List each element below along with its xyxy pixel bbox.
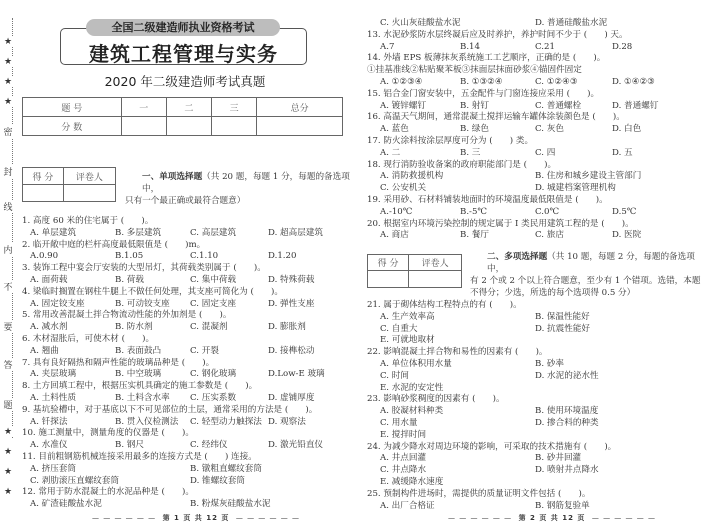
answer-option[interactable]: A. 消防救援机构: [380, 171, 444, 182]
option-row: [367, 371, 707, 383]
answer-option[interactable]: D. 弹性支座: [268, 298, 315, 309]
answer-option[interactable]: C. 井点降水: [380, 465, 427, 476]
option-row: [22, 251, 357, 263]
footer-dashes: — — — — — —: [235, 514, 300, 522]
answer-option[interactable]: A. 单位体积用水量: [380, 358, 452, 369]
answer-option[interactable]: C. 高层建筑: [190, 227, 237, 238]
star-icon: ★: [3, 467, 13, 477]
answer-option[interactable]: B. 贯入仪检测法: [115, 416, 179, 427]
answer-option[interactable]: B. ①③②④: [460, 76, 503, 87]
answer-option[interactable]: D.28: [612, 41, 633, 52]
section2-title: 二、多项选择题: [487, 252, 548, 262]
answer-option[interactable]: C. 灰色: [535, 124, 564, 135]
grader-box-1: [22, 167, 116, 202]
answer-option[interactable]: D. 虚铺厚度: [268, 392, 315, 403]
answer-option[interactable]: A. 减水剂: [30, 322, 68, 333]
score-cell[interactable]: [212, 117, 257, 136]
answer-option[interactable]: A. 水准仪: [30, 440, 68, 451]
answer-option[interactable]: D. 特殊荷载: [268, 274, 315, 285]
option-row: [367, 18, 707, 30]
answer-option[interactable]: A. 镀锌螺钉: [380, 100, 427, 111]
answer-option[interactable]: C. 固定支座: [190, 298, 237, 309]
answer-option[interactable]: C. 四: [535, 147, 556, 158]
answer-option[interactable]: C. 火山灰硅酸盐水泥: [380, 18, 461, 28]
right-question-list: [367, 18, 707, 242]
answer-option[interactable]: A. 商店: [380, 230, 409, 241]
answer-option[interactable]: D. 观察法: [268, 416, 306, 427]
answer-option[interactable]: B. 中空玻璃: [115, 369, 162, 380]
seal-char: 答: [2, 358, 14, 371]
answer-option[interactable]: B. 多层建筑: [115, 227, 162, 238]
question-text: 23. 影响砂浆稠度的因素有 ( )。: [367, 394, 505, 405]
seal-char: 内: [2, 243, 14, 256]
answer-option[interactable]: D.1.20: [268, 251, 297, 262]
answer-option[interactable]: C.0℃: [535, 206, 560, 217]
answer-option[interactable]: C. 混凝剂: [190, 322, 228, 333]
seal-char: 题: [2, 398, 14, 411]
star-icon: ★: [3, 37, 13, 47]
option-row: [367, 430, 707, 442]
answer-option[interactable]: C.1.10: [190, 251, 219, 262]
answer-option[interactable]: A.-10℃: [380, 206, 413, 217]
answer-option[interactable]: C. 公安机关: [380, 183, 427, 194]
seal-char: 要: [2, 320, 14, 333]
option-row: [367, 230, 707, 242]
option-row: [367, 171, 707, 183]
section2-heading: [470, 251, 710, 299]
answer-option[interactable]: D. 抗震性能好: [535, 323, 591, 334]
footer-dashes: — — — — — —: [92, 514, 157, 522]
answer-option[interactable]: C. 钢化玻璃: [190, 369, 237, 380]
answer-option[interactable]: A. 挤压套筒: [30, 463, 77, 474]
question-text: 10. 施工测量中，测量角度的仪器是 ( )。: [22, 428, 194, 439]
option-row: [367, 101, 707, 113]
option-row: [367, 359, 707, 371]
option-row: [22, 417, 357, 429]
page-title: 建筑工程管理与实务: [89, 42, 278, 66]
answer-option[interactable]: D. 五: [612, 147, 633, 158]
section2-desc: （共 10 题，每题 2 分，每题的备选项中，: [487, 252, 695, 274]
star-icon: ★: [3, 447, 13, 457]
option-row: [367, 501, 707, 513]
answer-option[interactable]: D. 膨胀剂: [268, 322, 306, 333]
score-cell[interactable]: [368, 271, 409, 288]
question-text: 16. 高温天气期间，通常混凝土搅拌运输车罐体涂装颜色是 ( )。: [367, 112, 625, 123]
question-text: 11. 目前粗钢筋机械连接采用最多的连接方式是 ( ) 连接。: [22, 451, 257, 462]
answer-option[interactable]: A.0.90: [30, 251, 59, 262]
section1-title: 一、单项选择题: [142, 172, 203, 182]
question-text: 5. 常用改善混凝土拌合物流动性能的外加剂是 ( )。: [22, 310, 232, 321]
seal-char: 封: [2, 165, 14, 178]
answer-option[interactable]: D. 普通螺钉: [612, 100, 659, 111]
star-icon: ★: [3, 57, 13, 67]
answer-option[interactable]: D. 激光铅直仪: [268, 440, 324, 451]
answer-option[interactable]: C. 经纬仪: [190, 440, 228, 451]
answer-option[interactable]: D. 普通硅酸盐水泥: [535, 18, 608, 28]
answer-option[interactable]: B. 钢尺: [115, 440, 144, 451]
answer-option[interactable]: B. 镦粗直螺纹套筒: [190, 463, 262, 474]
option-row: [367, 77, 707, 89]
answer-option[interactable]: E. 水泥的安定性: [380, 382, 444, 393]
option-row: [367, 183, 707, 195]
answer-option[interactable]: B. 表面鼓凸: [115, 345, 162, 356]
answer-option[interactable]: A. 单层建筑: [30, 227, 77, 238]
option-row: [22, 322, 357, 334]
option-row: [367, 335, 707, 347]
answer-option[interactable]: E. 可就地取材: [380, 335, 435, 346]
answer-option[interactable]: D. 城建档案管理机构: [535, 183, 616, 194]
answer-option[interactable]: D. 掺合料的种类: [535, 417, 599, 428]
question-text: 21. 属于砌体结构工程特点的有 ( )。: [367, 300, 522, 310]
answer-option[interactable]: A. 井点回灌: [380, 453, 427, 464]
option-row: [367, 465, 707, 477]
star-icon: ★: [3, 487, 13, 497]
question-text: 7. 具有良好隔热和隔声性能的玻璃品种是 ( )。: [22, 357, 215, 368]
star-icon: ★: [3, 77, 13, 87]
section1-desc: 只有一个最正确或最符合题意）: [125, 196, 246, 206]
score-header: 二: [166, 98, 211, 117]
answer-option[interactable]: A. 出厂合格证: [380, 500, 435, 511]
option-row: [367, 207, 707, 219]
exam-badge: 全国二级建造师执业资格考试: [86, 19, 280, 36]
score-label: 得 分: [23, 168, 64, 185]
page-footer-right: [448, 513, 656, 523]
score-row-label: 分 数: [23, 117, 122, 136]
answer-option[interactable]: A. 夹层玻璃: [30, 369, 77, 380]
answer-option[interactable]: C. 时间: [380, 370, 409, 381]
question-text: 3. 装饰工程中宴会厅安装的大型吊灯，其荷载类别属于 ( )。: [22, 263, 266, 274]
answer-option[interactable]: B. 使用环境温度: [535, 406, 599, 417]
seal-char: 线: [2, 200, 14, 213]
footer-dashes: — — — — — —: [448, 514, 513, 522]
answer-option[interactable]: E. 搅拌时间: [380, 429, 427, 440]
answer-option[interactable]: C. 开裂: [190, 345, 219, 356]
seal-char: 密: [2, 125, 14, 138]
answer-option[interactable]: D.5℃: [612, 206, 637, 217]
question-text: 20. 根据室内环境污染控制的规定属于 I 类民用建筑工程的是 ( )。: [367, 218, 634, 229]
answer-option[interactable]: D. 超高层建筑: [268, 227, 324, 238]
answer-option[interactable]: A. 土料性质: [30, 392, 77, 403]
score-cell[interactable]: [121, 117, 166, 136]
grader-cell[interactable]: [63, 185, 115, 202]
answer-option[interactable]: D. 医院: [612, 230, 642, 241]
page-number: 第 2 页 共 12 页: [518, 514, 586, 522]
question-text: 13. 水泥砂浆防水层终凝后应及时养护，养护时间不少于 ( ) 天。: [367, 29, 628, 40]
answer-option[interactable]: D. 锥螺纹套筒: [190, 475, 246, 486]
option-row: [367, 124, 707, 136]
section2-desc: 有 2 个或 2 个以上符合题意，至少有 1 个错项。选错，本题: [470, 276, 701, 286]
option-row: [367, 312, 707, 324]
question-text: 15. 铝合金门窗安装中，五金配件与门窗连接应采用 ( )。: [367, 88, 600, 99]
answer-option[interactable]: E. 减缓降水速度: [380, 476, 444, 487]
option-row: [22, 346, 357, 358]
right-question-list-2: [367, 300, 707, 512]
answer-option[interactable]: A. 生产效率高: [380, 311, 435, 322]
answer-option[interactable]: A. 钎探法: [30, 416, 68, 427]
answer-option[interactable]: B. 砂率: [535, 358, 564, 369]
option-row: [367, 477, 707, 489]
question-text: 8. 土方回填工程中，根据压实机具确定的施工参数是 ( )。: [22, 381, 258, 392]
section1-heading: [125, 171, 350, 207]
answer-option[interactable]: B. 绿色: [460, 124, 489, 135]
option-row: [367, 406, 707, 418]
question-text: 14. 外墙 EPS 板薄抹灰系统施工工艺顺序，正确的是 ( )。: [367, 53, 606, 64]
answer-option[interactable]: D. 水泥的泌水性: [535, 370, 599, 381]
answer-option[interactable]: B. 可动铰支座: [115, 298, 170, 309]
answer-option[interactable]: C. 用水量: [380, 417, 418, 428]
option-row: [22, 464, 357, 476]
score-label: 得 分: [368, 255, 409, 271]
star-icon: ★: [3, 97, 13, 107]
question-text: 2. 临开敞中庭的栏杆高度最低限值是 ( )m。: [22, 239, 206, 250]
option-row: [22, 369, 357, 381]
grader-cell[interactable]: [409, 271, 462, 288]
answer-option[interactable]: B. 钢筋复验单: [535, 500, 590, 511]
question-text: 1. 高度 60 米的住宅属于 ( )。: [22, 216, 154, 226]
answer-option[interactable]: B.14: [460, 41, 480, 52]
question-text: 18. 现行消防验收备案的政府职能部门是 ( )。: [367, 159, 557, 170]
section1-desc: （共 20 题，每题 1 分，每题的备选项中，: [142, 172, 350, 194]
grader-box-2: [367, 254, 462, 288]
answer-option[interactable]: A. ①②③④: [380, 76, 423, 87]
section2-desc: 不得分；少选，所选的每个选项得 0.5 分）: [470, 288, 636, 298]
answer-option[interactable]: C. 旅店: [535, 230, 564, 241]
answer-option[interactable]: A. 胶凝材料种类: [380, 406, 444, 417]
option-row: [22, 393, 357, 405]
option-row: [22, 440, 357, 452]
question-text: 12. 常用于防水混凝土的水泥品种是 ( )。: [22, 487, 194, 498]
question-text: 22. 影响混凝土拌合物和易性的因素有 ( )。: [367, 347, 548, 358]
answer-option[interactable]: B. 土料含水率: [115, 392, 170, 403]
answer-option[interactable]: B. 砂井回灌: [535, 453, 582, 464]
score-cell[interactable]: [257, 117, 343, 136]
answer-option[interactable]: B.1.05: [115, 251, 144, 262]
answer-option[interactable]: C. 剥肋滚压直螺纹套筒: [30, 475, 120, 486]
page-number: 第 1 页 共 12 页: [162, 514, 230, 522]
option-row: [367, 148, 707, 160]
answer-option[interactable]: C. 普通螺栓: [535, 100, 582, 111]
answer-option[interactable]: C. 集中荷载: [190, 274, 237, 285]
option-row: [22, 476, 357, 488]
answer-option[interactable]: C. 自重大: [380, 323, 418, 334]
question-text: 4. 梁临时搁置在钢柱牛腿上不做任何处理，其支座可简化为 ( )。: [22, 286, 283, 297]
option-row: [22, 275, 357, 287]
score-header: 一: [121, 98, 166, 117]
score-header: 题 号: [23, 98, 122, 117]
answer-option[interactable]: B. 射钉: [460, 100, 489, 111]
answer-option[interactable]: B. 荷载: [115, 274, 144, 285]
score-table: [22, 97, 343, 136]
option-row: [367, 324, 707, 336]
question-text: 25. 预制构件进场时，需提供的质量证明文件包括 ( )。: [367, 488, 591, 499]
answer-option[interactable]: A. 翘曲: [30, 345, 59, 356]
answer-option[interactable]: A. 矿渣硅酸盐水泥: [30, 499, 102, 510]
answer-option[interactable]: D. 喷射井点降水: [535, 465, 599, 476]
option-row: [367, 453, 707, 465]
question-text: 6. 木材湿胀后，可使木材 ( )。: [22, 333, 155, 344]
answer-option[interactable]: B. 餐厅: [460, 230, 489, 241]
answer-option[interactable]: D. ①④②③: [612, 76, 655, 87]
grader-label: 评卷人: [63, 168, 115, 185]
question-text: 9. 基坑验槽中，对于基底以下不可见部位的土层，通常采用的方法是 ( )。: [22, 404, 318, 415]
score-cell[interactable]: [23, 185, 64, 202]
score-cell[interactable]: [166, 117, 211, 136]
answer-option[interactable]: B. 住房和城乡建设主管部门: [535, 171, 642, 182]
answer-option[interactable]: D.Low-E 玻璃: [268, 369, 325, 380]
option-row: [22, 299, 357, 311]
question-text: 24. 为减少降水对周边环境的影响，可采取的技术措施有 ( )。: [367, 441, 617, 452]
answer-option[interactable]: B. 粉煤灰硅酸盐水泥: [190, 499, 271, 510]
answer-option[interactable]: A. 蓝色: [380, 124, 409, 135]
question-extra: ①挂基准线②粘贴聚苯板③抹面层抹面砂浆④锚固件固定: [367, 65, 582, 76]
answer-option[interactable]: A. 固定铰支座: [30, 298, 85, 309]
question-text: 19. 采用砂、石材料铺装地面时的环境温度最低限值是 ( )。: [367, 194, 608, 205]
page-footer-left: [92, 513, 300, 523]
answer-option[interactable]: B. 防水剂: [115, 322, 153, 333]
option-row: [367, 418, 707, 430]
score-header: 总分: [257, 98, 343, 117]
question-text: 17. 防火涂料按涂层厚度可分为 ( ) 类。: [367, 135, 534, 146]
answer-option[interactable]: C. 压实系数: [190, 392, 237, 403]
answer-option[interactable]: A. 面荷载: [30, 274, 68, 285]
option-row: [367, 383, 707, 395]
option-row: [22, 228, 357, 240]
grader-label: 评卷人: [409, 255, 462, 271]
answer-option[interactable]: C.21: [535, 41, 555, 52]
score-header: 三: [212, 98, 257, 117]
option-row: [22, 499, 357, 511]
answer-option[interactable]: C. 轻型动力触探法: [190, 416, 262, 427]
answer-option[interactable]: B. 三: [460, 147, 481, 158]
answer-option[interactable]: A. 二: [380, 147, 401, 158]
answer-option[interactable]: C. ①②④③: [535, 76, 578, 87]
star-icon: ★: [3, 427, 13, 437]
seal-char: 不: [2, 280, 14, 293]
answer-option[interactable]: D. 白色: [612, 124, 642, 135]
answer-option[interactable]: B.-5℃: [460, 206, 488, 217]
footer-dashes: — — — — — —: [591, 514, 656, 522]
option-row: [367, 42, 707, 54]
left-question-list: [22, 216, 357, 511]
page-subtitle: 2020 年二级建造师考试真题: [104, 74, 266, 89]
answer-option[interactable]: D. 接榫松动: [268, 345, 315, 356]
answer-option[interactable]: B. 保温性能好: [535, 311, 590, 322]
answer-option[interactable]: A.7: [380, 41, 395, 52]
